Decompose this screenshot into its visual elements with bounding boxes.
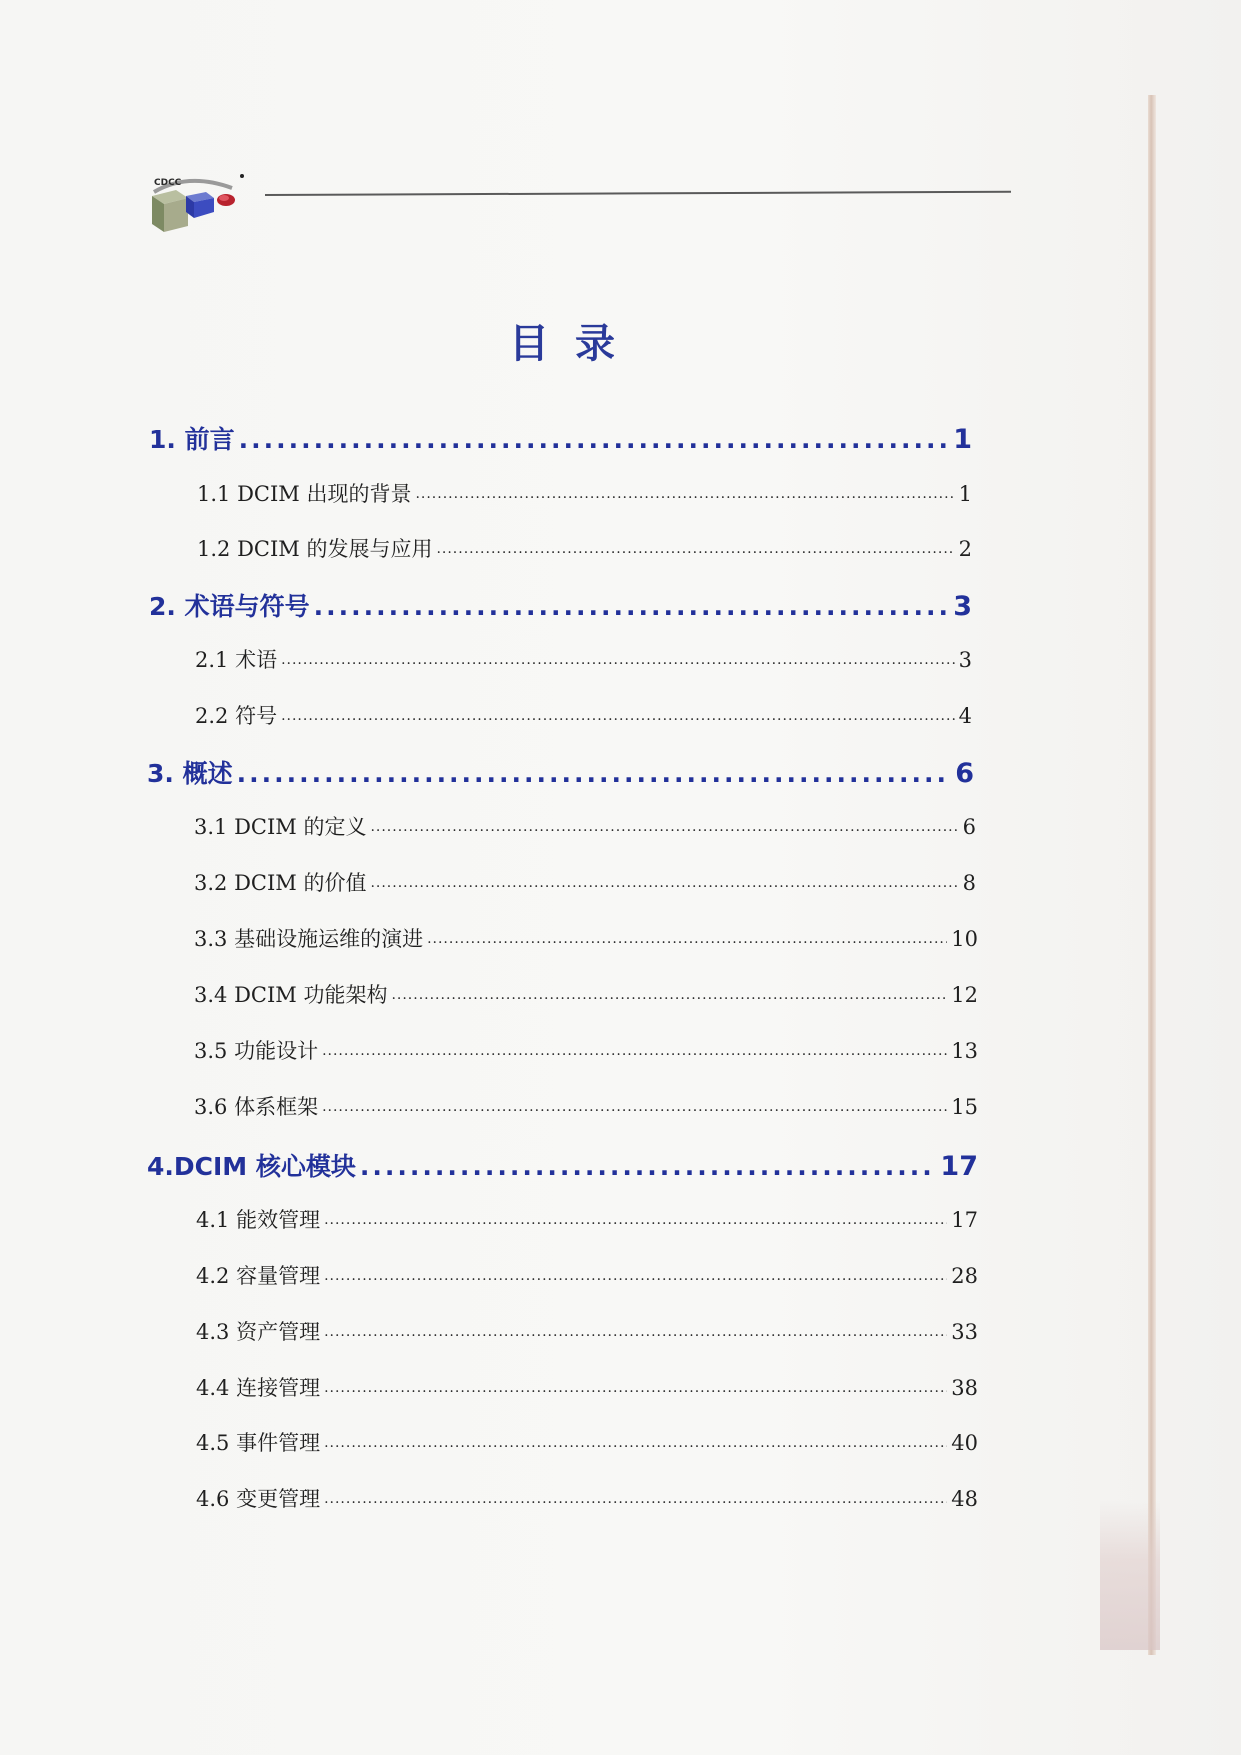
toc-entry-label: 2. 术语与符号 <box>149 592 310 621</box>
toc-leader-dots <box>370 868 958 898</box>
toc-entry-label: 4.6 变更管理 <box>196 1487 321 1511</box>
toc-leader-dots <box>324 1261 947 1291</box>
toc-entry-page: 8 <box>962 871 976 895</box>
toc-entry-1-1[interactable] <box>197 479 972 509</box>
toc-entry-1[interactable] <box>149 423 972 457</box>
toc-entry-3-6[interactable] <box>194 1092 978 1122</box>
toc-entry-label: 3.5 功能设计 <box>194 1039 319 1063</box>
toc-entry-3-2[interactable] <box>194 868 976 898</box>
toc-entry-label: 4.2 容量管理 <box>196 1264 321 1288</box>
toc-leader-dots <box>237 757 952 791</box>
toc-entry-2[interactable] <box>149 590 972 624</box>
toc-entry-label: 2.2 符号 <box>195 704 278 728</box>
toc-entry-3-5[interactable] <box>194 1036 978 1066</box>
toc-entry-4-4[interactable] <box>196 1373 978 1403</box>
toc-entry-label: 3.4 DCIM 功能架构 <box>194 983 388 1007</box>
toc-leader-dots <box>322 1092 947 1122</box>
toc-entry-4-3[interactable] <box>196 1317 978 1347</box>
toc-entry-3-1[interactable] <box>194 812 976 842</box>
toc-leader-dots <box>314 590 950 624</box>
toc-entry-page: 3 <box>953 591 972 622</box>
toc-entry-label: 3. 概述 <box>147 759 233 788</box>
toc-entry-page: 4 <box>958 704 972 728</box>
toc-leader-dots <box>324 1484 947 1514</box>
toc-entry-page: 10 <box>951 927 978 951</box>
toc-entry-label: 4.3 资产管理 <box>196 1320 321 1344</box>
toc-entry-label: 4.5 事件管理 <box>196 1431 321 1455</box>
toc-entry-label: 4.4 连接管理 <box>196 1376 321 1400</box>
toc-leader-dots <box>324 1205 947 1235</box>
toc-entry-page: 28 <box>951 1264 978 1288</box>
toc-entry-page: 48 <box>951 1487 978 1511</box>
page-title: 目录 <box>509 321 641 367</box>
toc-entry-3-3[interactable] <box>194 924 978 954</box>
toc-entry-page: 6 <box>962 815 976 839</box>
toc-entry-label: 2.1 术语 <box>195 648 278 672</box>
toc-entry-3[interactable] <box>147 757 974 791</box>
toc-entry-label: 3.2 DCIM 的价值 <box>194 871 367 895</box>
toc-leader-dots <box>324 1373 947 1403</box>
toc-entry-label: 3.6 体系框架 <box>194 1095 319 1119</box>
toc-entry-page: 13 <box>951 1039 978 1063</box>
toc-entry-page: 1 <box>958 482 972 506</box>
logo-text: CDCC <box>154 178 182 188</box>
toc-entry-page: 1 <box>953 424 972 455</box>
toc-entry-page: 15 <box>951 1095 978 1119</box>
toc-leader-dots <box>239 423 950 457</box>
toc-entry-page: 17 <box>951 1208 978 1232</box>
toc-leader-dots <box>360 1150 937 1184</box>
toc-entry-page: 38 <box>951 1376 978 1400</box>
toc-entry-label: 1.1 DCIM 出现的背景 <box>197 482 412 506</box>
toc-entry-4-1[interactable] <box>196 1205 978 1235</box>
toc-entry-page: 40 <box>951 1431 978 1455</box>
toc-leader-dots <box>322 1036 947 1066</box>
toc-entry-page: 12 <box>951 983 978 1007</box>
toc-entry-page: 17 <box>940 1151 978 1182</box>
toc-entry-label: 1. 前言 <box>149 425 235 454</box>
toc-entry-page: 33 <box>951 1320 978 1344</box>
toc-entry-4[interactable] <box>147 1150 978 1184</box>
toc-entry-label: 1.2 DCIM 的发展与应用 <box>197 537 433 561</box>
toc-entry-page: 2 <box>958 537 972 561</box>
toc-entry-label: 3.3 基础设施运维的演进 <box>194 927 424 951</box>
toc-leader-dots <box>436 534 954 564</box>
toc-entry-1-2[interactable] <box>197 534 972 564</box>
toc-entry-4-5[interactable] <box>196 1428 978 1458</box>
toc-entry-label: 4.DCIM 核心模块 <box>147 1152 356 1181</box>
toc-entry-label: 4.1 能效管理 <box>196 1208 321 1232</box>
toc-leader-dots <box>281 645 955 675</box>
toc-leader-dots <box>281 701 955 731</box>
toc-entry-label: 3.1 DCIM 的定义 <box>194 815 367 839</box>
toc-leader-dots <box>427 924 947 954</box>
toc-leader-dots <box>324 1317 947 1347</box>
toc-leader-dots <box>324 1428 947 1458</box>
toc-leader-dots <box>415 479 954 509</box>
toc-entry-4-2[interactable] <box>196 1261 978 1291</box>
toc-entry-2-2[interactable] <box>195 701 972 731</box>
toc-entry-page: 3 <box>958 648 972 672</box>
toc-leader-dots <box>370 812 958 842</box>
toc-entry-3-4[interactable] <box>194 980 978 1010</box>
toc-leader-dots <box>391 980 947 1010</box>
toc-entry-2-1[interactable] <box>195 645 972 675</box>
toc-entry-page: 6 <box>955 758 974 789</box>
toc-entry-4-6[interactable] <box>196 1484 978 1514</box>
